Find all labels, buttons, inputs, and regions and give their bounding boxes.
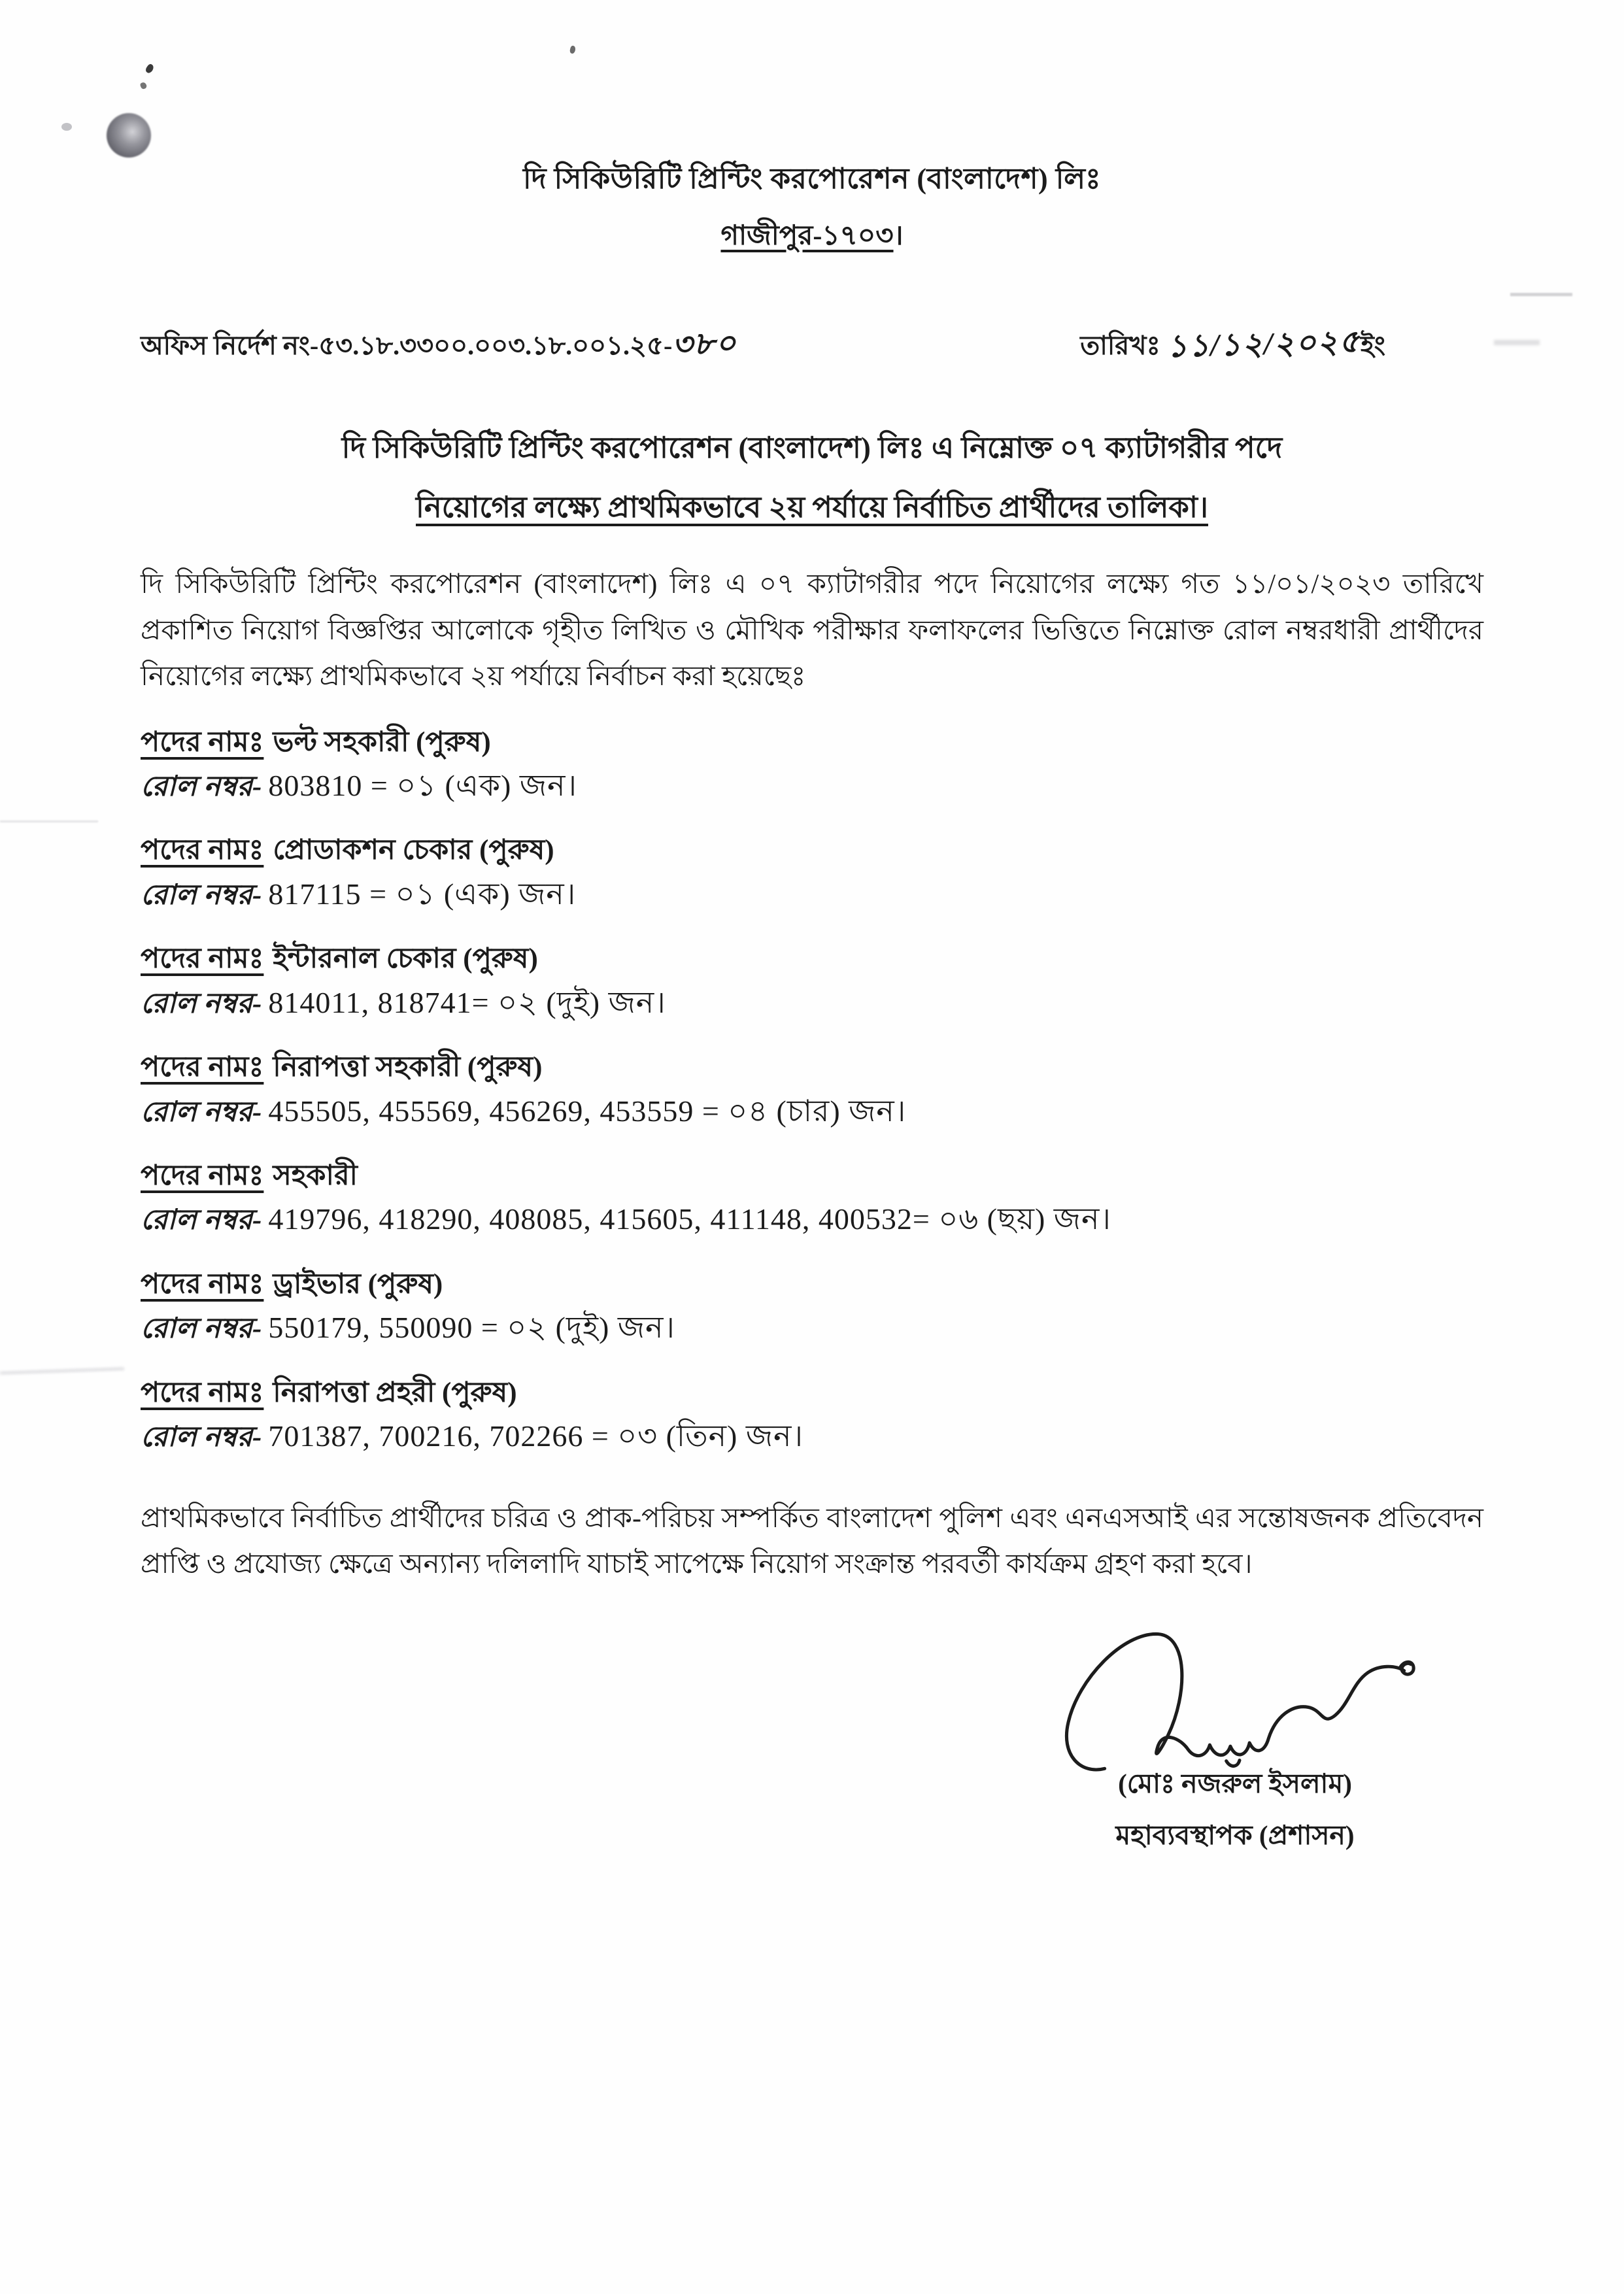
position-title: ড্রাইভার (পুরুষ) — [273, 1268, 443, 1300]
signatory-designation: মহাব্যবস্থাপক (প্রশাসন) — [1115, 1819, 1355, 1850]
position-title: ভল্ট সহকারী (পুরুষ) — [273, 726, 491, 758]
roll-number-label: রোল নম্বর- — [141, 879, 262, 911]
reference-date-row — [141, 320, 1483, 372]
roll-number-label: রোল নম্বর- — [141, 1096, 262, 1128]
office-order-number-handwritten: ৩৮০ — [671, 326, 738, 363]
position-name-label: পদের নামঃ — [141, 1377, 264, 1408]
date-suffix: ইং — [1360, 331, 1385, 360]
signature-block — [987, 1618, 1483, 1860]
position-entry-driver — [141, 1264, 1483, 1351]
roll-numbers: 701387, 700216, 702266 = ০৩ (তিন) জন। — [268, 1419, 804, 1453]
intro-paragraph: দি সিকিউরিটি প্রিন্টিং করপোরেশন (বাংলাদেশ) লিঃ এ ০৭ ক্যাটাগরীর পদে নিয়োগের লক্ষ্যে গত ১১/০১/২০২৩ তারিখে প্রকাশিত নিয়োগ বিজ্ঞপ্তির আলোকে গৃহীত লিখিত ও মৌখিক পরীক্ষার ফলাফলের ভিত্তিতে নিম্নোক্ত রোল নম্বরধারী প্রার্থীদের নিয়োগের লক্ষ্যে প্রাথমিকভাবে ২য় পর্যায়ে নির্বাচন করা হয়েছেঃ — [141, 569, 1483, 692]
position-title: সহকারী — [273, 1160, 358, 1192]
position-name-label: পদের নামঃ — [141, 835, 264, 866]
date-line — [1080, 320, 1385, 372]
scan-smudge — [1510, 293, 1572, 296]
roll-numbers: 419796, 418290, 408085, 415605, 411148, 400532= ০৬ (ছয়) জন। — [268, 1202, 1111, 1236]
roll-numbers: 803810 = ০১ (এক) জন। — [268, 768, 577, 802]
roll-numbers: 814011, 818741= ০২ (দুই) জন। — [268, 985, 666, 1019]
ink-speck — [61, 123, 72, 131]
position-title: নিরাপত্তা সহকারী (পুরুষ) — [273, 1052, 543, 1083]
date-value-handwritten: ১১/১২/২০২৫ — [1166, 324, 1361, 364]
paper-crease — [0, 1368, 124, 1375]
subject-line-1: দি সিকিউরিটি প্রিন্টিং করপোরেশন (বাংলাদেশ) লিঃ এ নিম্নোক্ত ০৭ ক্যাটাগরীর পদে — [341, 431, 1283, 464]
subject-heading — [141, 426, 1483, 534]
handwritten-signature — [1022, 1607, 1448, 1785]
roll-number-label: রোল নম্বর- — [141, 771, 262, 802]
roll-number-label: রোল নম্বর- — [141, 1205, 262, 1236]
roll-numbers: 817115 = ০১ (এক) জন। — [268, 877, 577, 911]
ink-speck — [569, 45, 577, 54]
location-text: গাজীপুর-১৭০৩ — [720, 221, 894, 251]
organization-location — [141, 214, 1483, 260]
office-order-number-printed: অফিস নির্দেশ নং-৫৩.১৮.৩৩০০.০০৩.১৮.০০১.২৫- — [141, 331, 673, 360]
roll-number-label: রোল নম্বর- — [141, 988, 262, 1019]
position-entry-security-guard — [141, 1373, 1483, 1459]
signatory-name: (মোঃ নজরুল ইসলাম) — [1118, 1768, 1352, 1798]
position-entry-vault-assistant — [141, 722, 1483, 809]
position-entry-assistant — [141, 1156, 1483, 1242]
roll-numbers: 550179, 550090 = ০২ (দুই) জন। — [268, 1311, 675, 1345]
selected-candidates-list — [141, 722, 1483, 1459]
position-name-label: পদের নামঃ — [141, 1160, 264, 1192]
paper-crease — [0, 820, 98, 822]
roll-number-label: রোল নম্বর- — [141, 1422, 262, 1453]
scan-smudge — [1494, 340, 1540, 345]
organization-name: দি সিকিউরিটি প্রিন্টিং করপোরেশন (বাংলাদেশ) লিঃ — [522, 163, 1102, 195]
subject-line-2: নিয়োগের লক্ষ্যে প্রাথমিকভাবে ২য় পর্যায়ে নির্বাচিত প্রার্থীদের তালিকা। — [416, 491, 1208, 524]
roll-numbers: 455505, 455569, 456269, 453559 = ০৪ (চার) জন। — [268, 1094, 907, 1128]
location-period: । — [893, 221, 904, 251]
ink-speck — [144, 63, 155, 74]
position-entry-internal-checker — [141, 939, 1483, 1025]
position-entry-security-assistant — [141, 1047, 1483, 1134]
position-entry-production-checker — [141, 830, 1483, 917]
position-title: ইন্টারনাল চেকার (পুরুষ) — [273, 943, 538, 975]
position-name-label: পদের নামঃ — [141, 943, 264, 975]
scan-hole-punch-mark — [107, 113, 151, 158]
position-title: প্রোডাকশন চেকার (পুরুষ) — [273, 835, 554, 866]
position-name-label: পদের নামঃ — [141, 1052, 264, 1083]
ink-speck — [140, 82, 148, 90]
position-name-label: পদের নামঃ — [141, 1268, 264, 1300]
position-name-label: পদের নামঃ — [141, 726, 264, 758]
closing-paragraph: প্রাথমিকভাবে নির্বাচিত প্রার্থীদের চরিত্র ও প্রাক-পরিচয় সম্পর্কিত বাংলাদেশ পুলিশ এবং এনএসআই এর সন্তোষজনক প্রতিবেদন প্রাপ্তি ও প্রযোজ্য ক্ষেত্রে অন্যান্য দলিলাদি যাচাই সাপেক্ষে নিয়োগ সংক্রান্ত পরবর্তী কার্যক্রম গ্রহণ করা হবে। — [141, 1503, 1483, 1580]
position-title: নিরাপত্তা প্রহরী (পুরুষ) — [273, 1377, 517, 1408]
office-order-number — [141, 320, 737, 372]
roll-number-label: রোল নম্বর- — [141, 1313, 262, 1345]
date-label: তারিখঃ — [1080, 331, 1167, 360]
